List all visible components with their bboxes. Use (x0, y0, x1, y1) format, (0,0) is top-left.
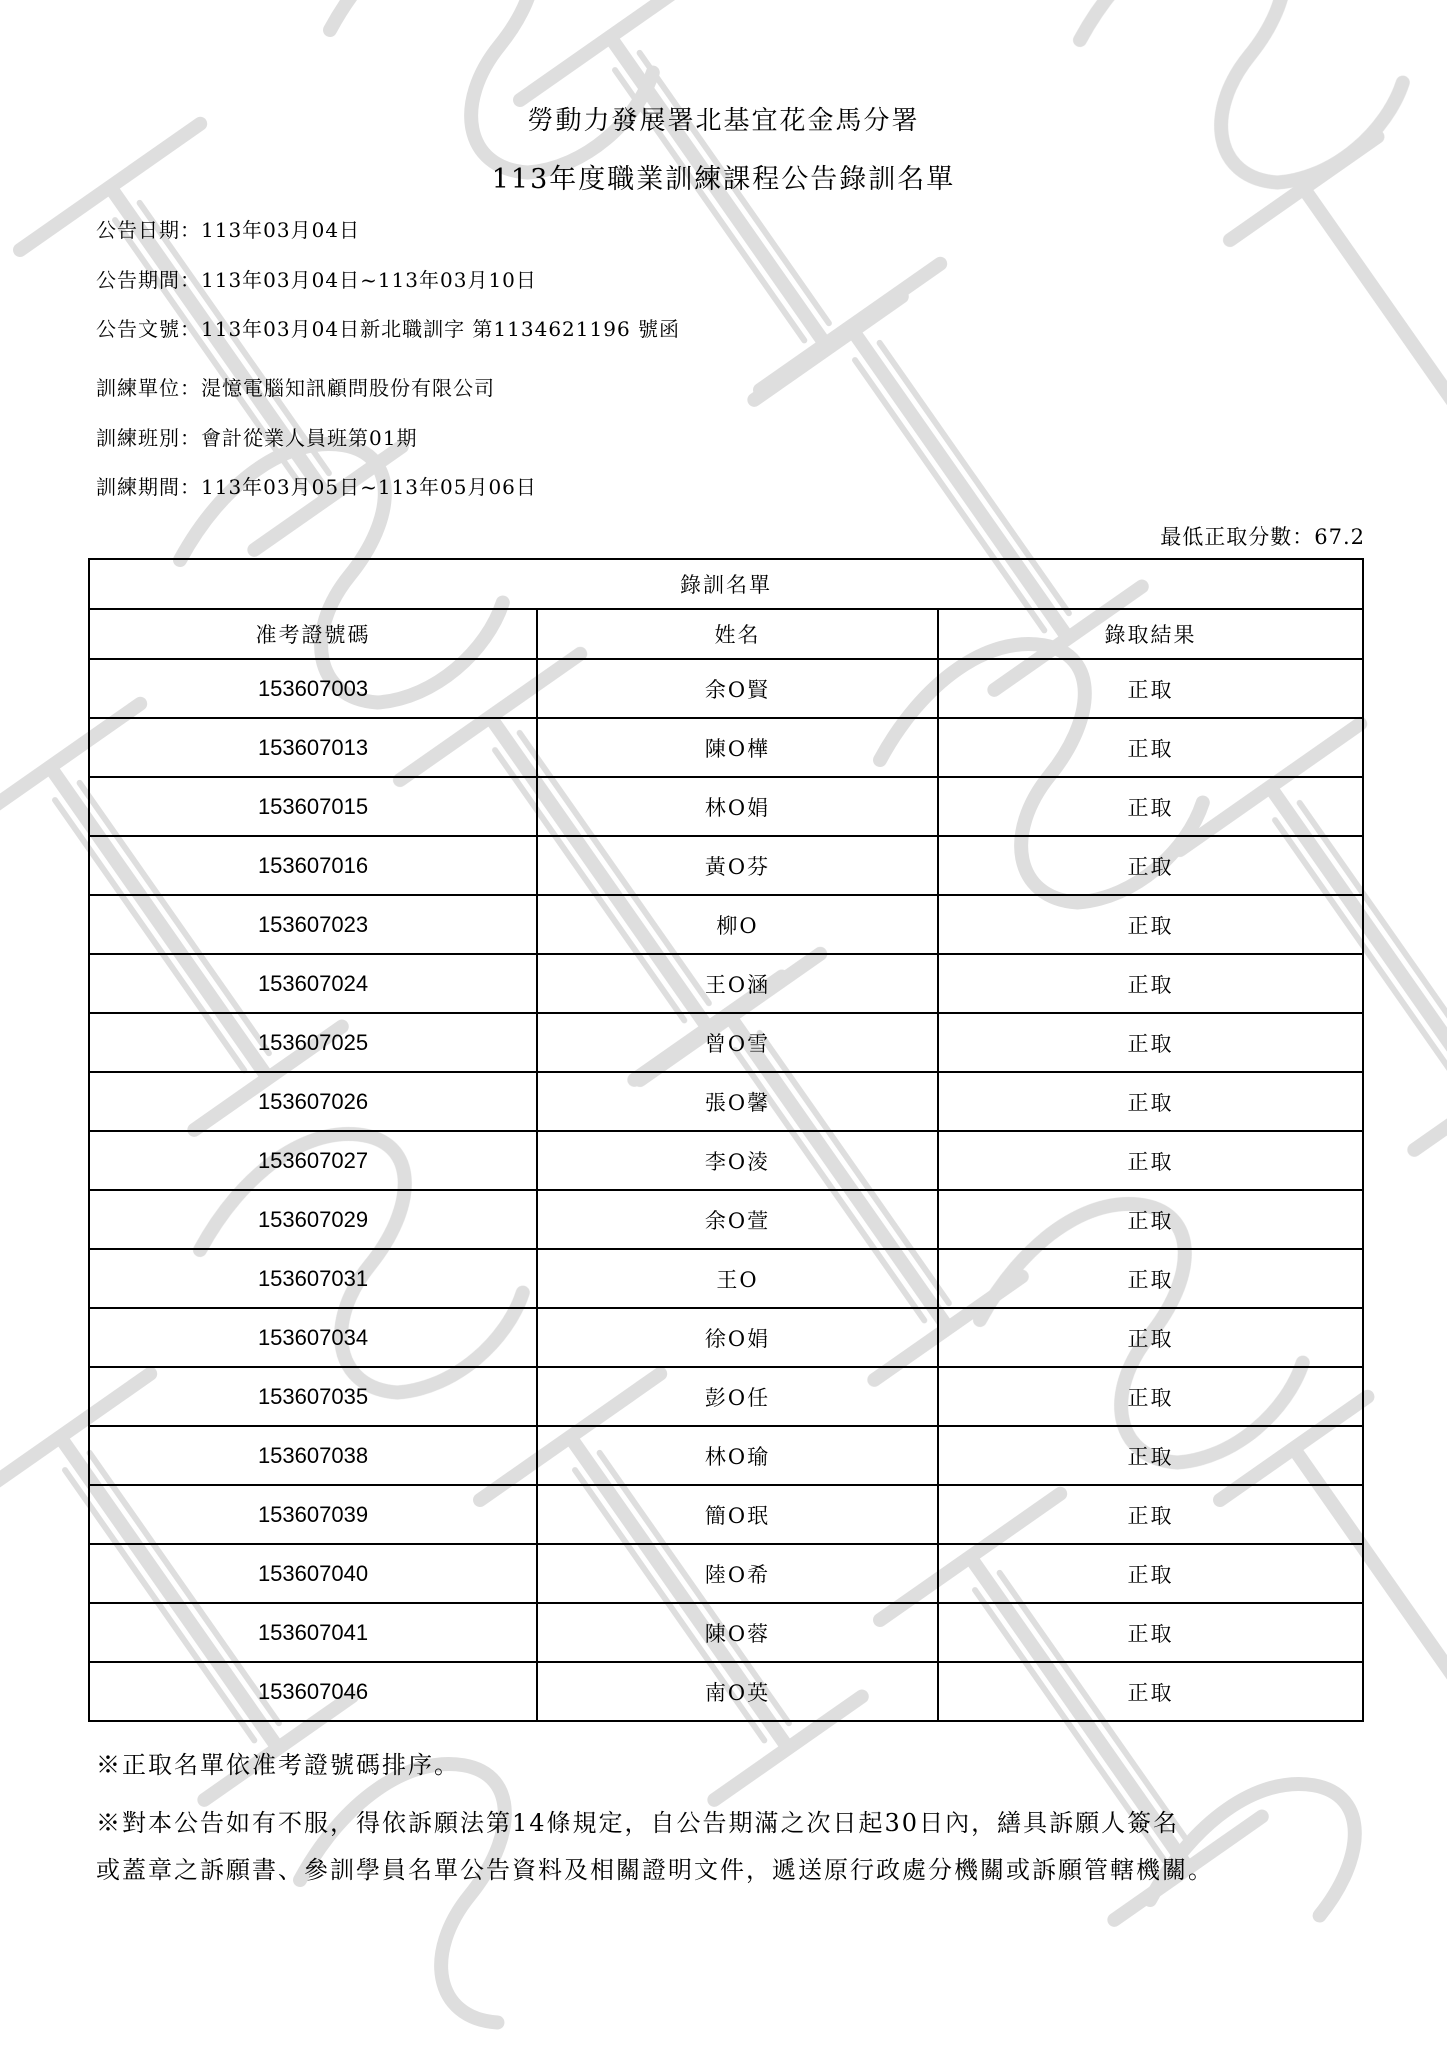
name-cell: 徐O娟 (537, 1308, 938, 1367)
table-row (89, 1249, 1363, 1308)
result-cell: 正取 (938, 836, 1363, 895)
training-class (96, 422, 417, 451)
training-period (96, 471, 537, 500)
exam-number-cell: 153607035 (89, 1367, 537, 1426)
announce-date (96, 214, 360, 243)
announce-period (96, 264, 537, 293)
name-cell: 余O萱 (537, 1190, 938, 1249)
table-row (89, 1485, 1363, 1544)
exam-number-cell: 153607041 (89, 1603, 537, 1662)
announce-doc-number (96, 313, 680, 342)
appeal-note-line-2: 或蓋章之訴願書、參訓學員名單公告資料及相關證明文件，遞送原行政處分機關或訴願管轄機關。 (96, 1856, 1214, 1884)
table-row (89, 1603, 1363, 1662)
exam-number-cell: 153607038 (89, 1426, 537, 1485)
exam-number-cell: 153607024 (89, 954, 537, 1013)
name-cell: 林O瑜 (537, 1426, 938, 1485)
table-row (89, 1013, 1363, 1072)
column-header-name: 姓名 (537, 609, 938, 659)
result-cell: 正取 (938, 1013, 1363, 1072)
info-label: 公告期間： (96, 268, 201, 292)
name-cell: 張O馨 (537, 1072, 938, 1131)
info-label: 公告文號： (96, 317, 201, 341)
agency-title: 勞動力發展署北基宜花金馬分署 (527, 106, 920, 136)
result-cell: 正取 (938, 659, 1363, 718)
exam-number-cell: 153607046 (89, 1662, 537, 1721)
exam-number-cell: 153607039 (89, 1485, 537, 1544)
name-cell: 陸O希 (537, 1544, 938, 1603)
table-row (89, 777, 1363, 836)
table-row (89, 1426, 1363, 1485)
result-cell: 正取 (938, 954, 1363, 1013)
table-row (89, 836, 1363, 895)
exam-number-cell: 153607023 (89, 895, 537, 954)
result-cell: 正取 (938, 1072, 1363, 1131)
name-cell: 陳O蓉 (537, 1603, 938, 1662)
result-cell: 正取 (938, 718, 1363, 777)
exam-number-cell: 153607029 (89, 1190, 537, 1249)
info-label: 訓練單位： (96, 376, 201, 400)
name-cell: 柳O (537, 895, 938, 954)
info-label: 訓練期間： (96, 475, 201, 499)
document-title: 113年度職業訓練課程公告錄訓名單 (491, 164, 956, 195)
info-value: 113年03月04日 (201, 218, 361, 242)
result-cell: 正取 (938, 1190, 1363, 1249)
info-label: 訓練班別： (96, 426, 201, 450)
column-header-result: 錄取結果 (938, 609, 1363, 659)
table-caption: 錄訓名單 (89, 559, 1363, 609)
result-cell: 正取 (938, 1367, 1363, 1426)
info-value: 113年03月05日~113年05月06日 (201, 475, 537, 499)
table-row (89, 1308, 1363, 1367)
exam-number-cell: 153607040 (89, 1544, 537, 1603)
result-cell: 正取 (938, 1426, 1363, 1485)
minimum-score: 最低正取分數：67.2 (1160, 525, 1365, 549)
result-cell: 正取 (938, 1131, 1363, 1190)
exam-number-cell: 153607027 (89, 1131, 537, 1190)
result-cell: 正取 (938, 895, 1363, 954)
result-cell: 正取 (938, 1308, 1363, 1367)
result-cell: 正取 (938, 777, 1363, 836)
name-cell: 王O涵 (537, 954, 938, 1013)
table-row (89, 1190, 1363, 1249)
table-row (89, 954, 1363, 1013)
table-row (89, 1662, 1363, 1721)
admission-table (88, 558, 1364, 1722)
name-cell: 林O娟 (537, 777, 938, 836)
sort-note: ※正取名單依准考證號碼排序。 (96, 1751, 460, 1779)
appeal-note-line-1: ※對本公告如有不服，得依訴願法第14條規定，自公告期滿之次日起30日內，繕具訴願人簽名 (96, 1809, 1180, 1837)
table-row (89, 1131, 1363, 1190)
name-cell: 簡O珉 (537, 1485, 938, 1544)
exam-number-cell: 153607015 (89, 777, 537, 836)
table-row (89, 1544, 1363, 1603)
info-value: 113年03月04日新北職訓字 第1134621196 號函 (201, 317, 681, 341)
result-cell: 正取 (938, 1249, 1363, 1308)
info-value: 湜憶電腦知訊顧問股份有限公司 (201, 376, 495, 400)
name-cell: 黃O芬 (537, 836, 938, 895)
result-cell: 正取 (938, 1485, 1363, 1544)
name-cell: 曾O雪 (537, 1013, 938, 1072)
name-cell: 陳O樺 (537, 718, 938, 777)
name-cell: 彭O任 (537, 1367, 938, 1426)
exam-number-cell: 153607025 (89, 1013, 537, 1072)
info-value: 113年03月04日~113年03月10日 (201, 268, 537, 292)
exam-number-cell: 153607003 (89, 659, 537, 718)
table-row (89, 1367, 1363, 1426)
result-cell: 正取 (938, 1603, 1363, 1662)
exam-number-cell: 153607034 (89, 1308, 537, 1367)
table-row (89, 659, 1363, 718)
exam-number-cell: 153607016 (89, 836, 537, 895)
exam-number-cell: 153607031 (89, 1249, 537, 1308)
table-row (89, 895, 1363, 954)
exam-number-cell: 153607013 (89, 718, 537, 777)
table-row (89, 1072, 1363, 1131)
name-cell: 李O淩 (537, 1131, 938, 1190)
info-label: 公告日期： (96, 218, 201, 242)
name-cell: 王O (537, 1249, 938, 1308)
training-unit (96, 372, 495, 401)
column-header-exam-number: 准考證號碼 (89, 609, 537, 659)
info-value: 會計從業人員班第01期 (201, 426, 418, 450)
name-cell: 余O賢 (537, 659, 938, 718)
name-cell: 南O英 (537, 1662, 938, 1721)
exam-number-cell: 153607026 (89, 1072, 537, 1131)
result-cell: 正取 (938, 1662, 1363, 1721)
table-row (89, 718, 1363, 777)
result-cell: 正取 (938, 1544, 1363, 1603)
